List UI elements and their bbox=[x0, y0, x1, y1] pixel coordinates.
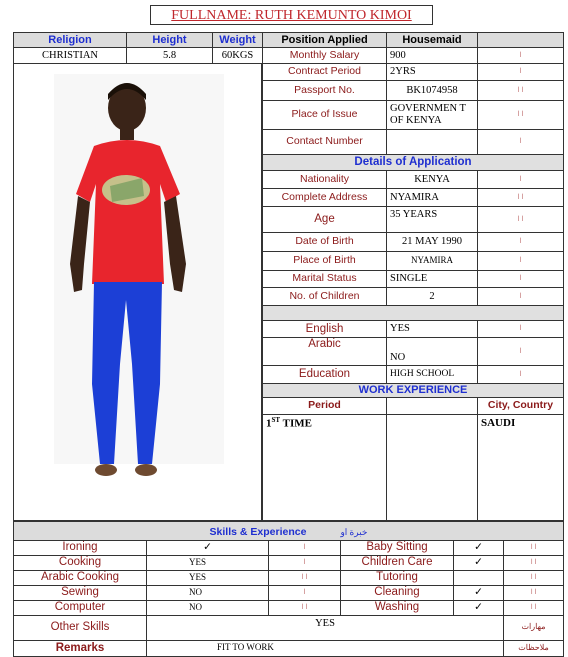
skills-table bbox=[13, 521, 564, 657]
cooking-label: Cooking bbox=[14, 555, 147, 570]
arabic-label: ا bbox=[478, 366, 564, 384]
photo-frame bbox=[13, 63, 262, 521]
arabic-language-label: Arabic bbox=[263, 338, 387, 366]
period-header: Period bbox=[263, 398, 387, 415]
arabic-label: ا ا bbox=[504, 585, 564, 600]
arabic-label: ا ا bbox=[478, 101, 564, 130]
other-skills-label: Other Skills bbox=[14, 615, 147, 640]
arabic-label: ا ا bbox=[478, 207, 564, 233]
computer-value: NO bbox=[147, 600, 269, 615]
washing-label: Washing bbox=[341, 600, 454, 615]
religion-value: CHRISTIAN bbox=[14, 48, 127, 64]
contact-number-label: Contact Number bbox=[263, 130, 387, 155]
religion-header: Religion bbox=[14, 33, 127, 48]
arabic-label: ا ا bbox=[504, 600, 564, 615]
place-of-issue-value: GOVERNMEN T OF KENYA bbox=[387, 101, 478, 130]
details-of-application-header: Details of Application bbox=[263, 155, 564, 171]
marital-status-label: Marital Status bbox=[263, 271, 387, 288]
computer-label: Computer bbox=[14, 600, 147, 615]
position-applied-header: Position Applied bbox=[263, 33, 387, 48]
washing-value: ✓ bbox=[454, 600, 504, 615]
period-value bbox=[263, 415, 387, 521]
height-header: Height bbox=[127, 33, 213, 48]
arabic-label: ا bbox=[269, 540, 341, 555]
skills-header-arabic: خبرة او bbox=[340, 527, 368, 537]
place-of-birth-value: NYAMIRA bbox=[387, 252, 478, 271]
ironing-label: Ironing bbox=[14, 540, 147, 555]
applicant-photo bbox=[14, 64, 261, 520]
arabic-language-value: NO bbox=[387, 338, 478, 366]
baby-sitting-value: ✓ bbox=[454, 540, 504, 555]
other-skills-value: YES bbox=[147, 615, 504, 640]
passport-no-label: Passport No. bbox=[263, 81, 387, 101]
marital-status-value: SINGLE bbox=[387, 271, 478, 288]
arabic-label: ا bbox=[478, 130, 564, 155]
remarks-label: Remarks bbox=[14, 640, 147, 656]
arabic-label: ا bbox=[478, 271, 564, 288]
weight-value: 60KGS bbox=[213, 48, 263, 64]
arabic-label: ا bbox=[478, 233, 564, 252]
date-of-birth-label: Date of Birth bbox=[263, 233, 387, 252]
sewing-label: Sewing bbox=[14, 585, 147, 600]
period-suffix: ST bbox=[271, 416, 281, 424]
arabic-label: ا bbox=[478, 48, 564, 64]
english-value: YES bbox=[387, 321, 478, 338]
other-skills-arabic: مهارات bbox=[504, 615, 564, 640]
title-box bbox=[150, 5, 433, 25]
arabic-cooking-value: YES bbox=[147, 570, 269, 585]
page-title: FULLNAME: RUTH KEMUNTO KIMOI bbox=[171, 8, 412, 23]
ironing-value: ✓ bbox=[147, 540, 269, 555]
tutoring-value bbox=[454, 570, 504, 585]
arabic-label: ا ا bbox=[478, 189, 564, 207]
place-of-birth-label: Place of Birth bbox=[263, 252, 387, 271]
arabic-label: ا ا bbox=[504, 555, 564, 570]
sewing-value: NO bbox=[147, 585, 269, 600]
contract-period-value: 2YRS bbox=[387, 64, 478, 81]
education-value: HIGH SCHOOL bbox=[387, 366, 478, 384]
passport-no-value: BK1074958 bbox=[387, 81, 478, 101]
arabic-label: ا bbox=[478, 171, 564, 189]
arabic-label: ا ا bbox=[478, 81, 564, 101]
arabic-label: ا ا bbox=[269, 570, 341, 585]
contact-number-value bbox=[387, 130, 478, 155]
place-of-issue-label: Place of Issue bbox=[263, 101, 387, 130]
work-experience-table bbox=[262, 397, 564, 521]
cleaning-value: ✓ bbox=[454, 585, 504, 600]
children-care-label: Children Care bbox=[341, 555, 454, 570]
arabic-label: ا bbox=[269, 585, 341, 600]
city-country-header: City, Country bbox=[478, 398, 564, 415]
work-experience-header: WORK EXPERIENCE bbox=[263, 384, 564, 398]
arabic-label: ا bbox=[478, 64, 564, 81]
spacer-row bbox=[263, 306, 564, 321]
nationality-label: Nationality bbox=[263, 171, 387, 189]
details-table bbox=[262, 32, 564, 398]
weight-header: Weight bbox=[213, 33, 263, 48]
arabic-label: ا ا bbox=[504, 570, 564, 585]
cooking-value: YES bbox=[147, 555, 269, 570]
arabic-label: ا bbox=[269, 555, 341, 570]
arabic-label: ا bbox=[478, 252, 564, 271]
no-of-children-value: 2 bbox=[387, 288, 478, 306]
tutoring-label: Tutoring bbox=[341, 570, 454, 585]
age-value: 35 YEARS bbox=[387, 207, 478, 233]
arabic-cooking-label: Arabic Cooking bbox=[14, 570, 147, 585]
education-label: Education bbox=[263, 366, 387, 384]
cleaning-label: Cleaning bbox=[341, 585, 454, 600]
date-of-birth-value: 21 MAY 1990 bbox=[387, 233, 478, 252]
arabic-label: ا bbox=[478, 338, 564, 366]
remarks-arabic: ملاحظات bbox=[504, 640, 564, 656]
city-country-value: SAUDI bbox=[478, 415, 564, 521]
remarks-value: FIT TO WORK bbox=[147, 640, 504, 656]
arabic-label: ا bbox=[478, 321, 564, 338]
children-care-value: ✓ bbox=[454, 555, 504, 570]
position-applied-value: Housemaid bbox=[387, 33, 478, 48]
contract-period-label: Contract Period bbox=[263, 64, 387, 81]
monthly-salary-value: 900 bbox=[387, 48, 478, 64]
work-middle-header bbox=[387, 398, 478, 415]
arabic-label: ا ا bbox=[504, 540, 564, 555]
nationality-value: KENYA bbox=[387, 171, 478, 189]
skills-header: Skills & Experience bbox=[209, 526, 307, 538]
work-middle-value bbox=[387, 415, 478, 521]
height-value: 5.8 bbox=[127, 48, 213, 64]
complete-address-value: NYAMIRA bbox=[387, 189, 478, 207]
monthly-salary-label: Monthly Salary bbox=[263, 48, 387, 64]
baby-sitting-label: Baby Sitting bbox=[341, 540, 454, 555]
period-text: TIME bbox=[280, 417, 312, 430]
basic-info-table bbox=[13, 32, 263, 64]
position-arabic-cell bbox=[478, 33, 564, 48]
english-label: English bbox=[263, 321, 387, 338]
age-label: Age bbox=[263, 207, 387, 233]
complete-address-label: Complete Address bbox=[263, 189, 387, 207]
skills-header-row bbox=[14, 522, 564, 541]
arabic-label: ا bbox=[478, 288, 564, 306]
no-of-children-label: No. of Children bbox=[263, 288, 387, 306]
period-number: 1 bbox=[266, 417, 272, 430]
arabic-label: ا ا bbox=[269, 600, 341, 615]
